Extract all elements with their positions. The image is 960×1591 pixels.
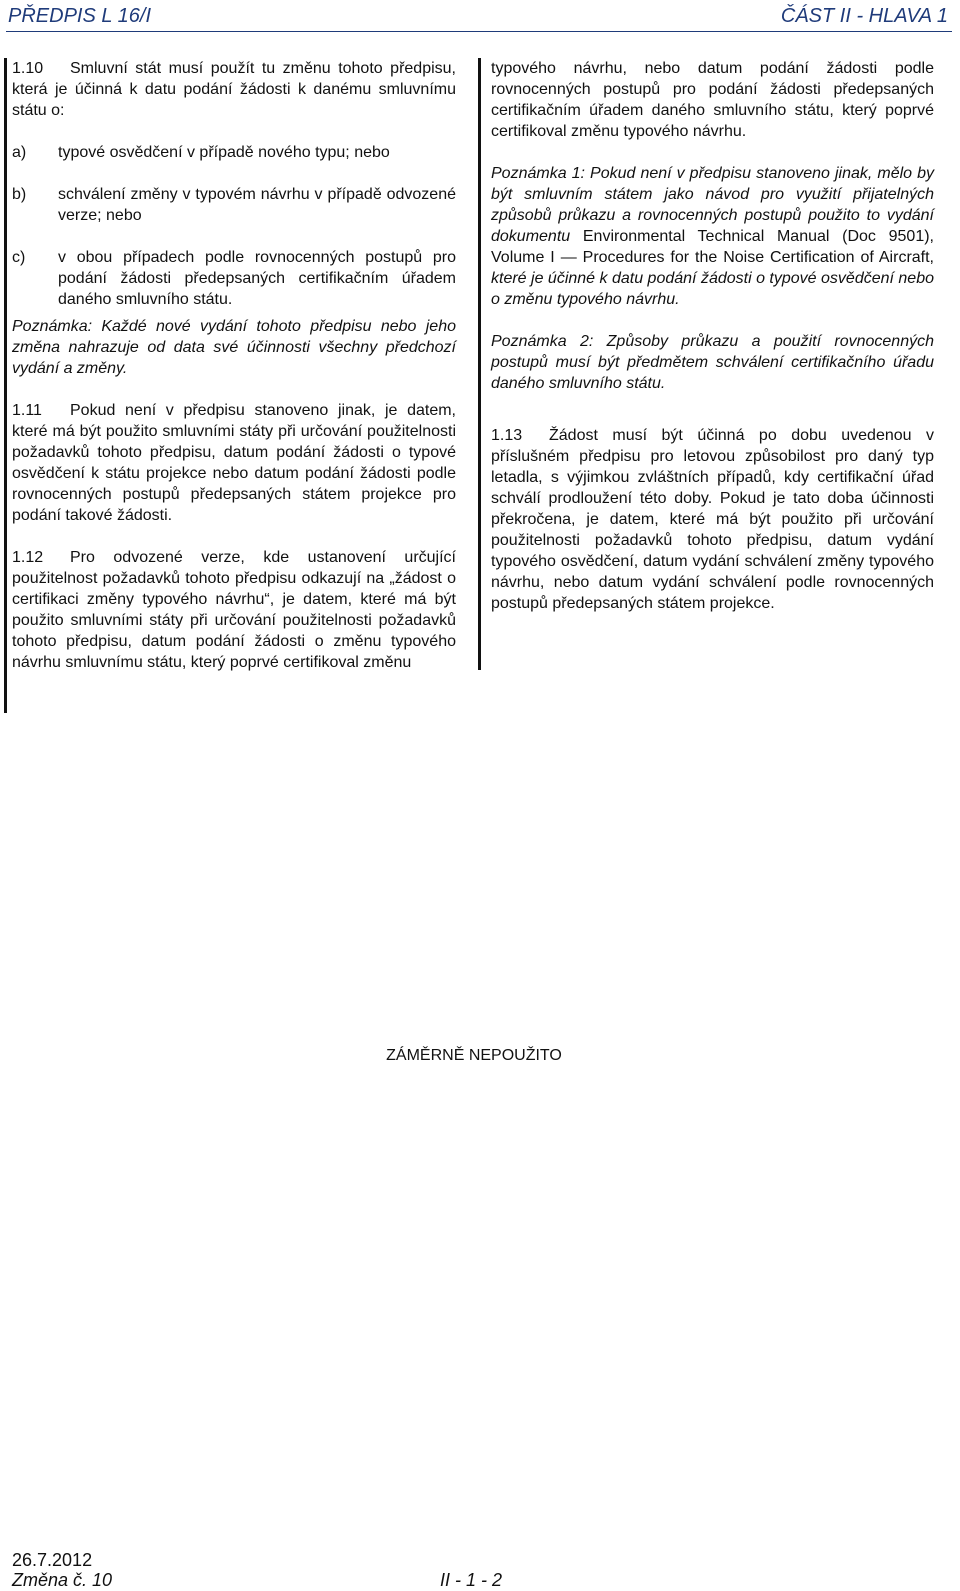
list-item-c [12, 247, 456, 310]
paragraph-1-12 [12, 547, 456, 673]
list-item-b [12, 184, 456, 226]
paragraph-number: 1.13 [491, 427, 523, 444]
change-bar-left [4, 58, 7, 713]
change-bar-right [478, 58, 481, 670]
paragraph-1-10 [12, 58, 456, 121]
paragraph-number: 1.11 [12, 402, 42, 419]
right-column [491, 58, 934, 614]
paragraph-1-13 [491, 425, 934, 614]
list-item-text: typové osvědčení v případě nového typu; nebo [58, 144, 390, 161]
paragraph-1-11 [12, 400, 456, 526]
paragraph-text: Smluvní stát musí použít tu změnu tohoto předpisu, která je účinná k datu podání žádosti k danému smluvnímu státu o: [12, 60, 456, 119]
note-1 [491, 163, 934, 310]
paragraph-text: Pro odvozené verze, kde ustanovení určující použitelnost požadavků tohoto předpisu odkazují na „žádost o certifikaci změny typového návrhu“, je datem, které má být použito smluvními státy při určování použitelnosti požadavků tohoto předpisu, datum podání žádosti o změnu typového návrhu smluvnímu státu, který poprvé certifikoval změnu [12, 549, 456, 671]
paragraph-1-12-continued: typového návrhu, nebo datum podání žádosti podle rovnocenných postupů pro podání žádosti předepsaných certifikačním úřadem daného smluvního státu, který poprvé certifikoval změnu typového návrhu. [491, 60, 934, 140]
footer-page-number: II - 1 - 2 [440, 1570, 503, 1590]
note-2: Poznámka 2: Způsoby průkazu a použití rovnocenných postupů musí být předmětem schválení certifikačního úřadu daného smluvního státu. [491, 333, 934, 392]
paragraph-number: 1.12 [12, 549, 44, 566]
header-title-right: ČÁST II - HLAVA 1 [780, 5, 948, 27]
list-item-label: b) [12, 186, 27, 203]
list-item-a [12, 142, 456, 163]
paragraph-text: Pokud není v předpisu stanoveno jinak, je datem, které má být použito smluvními státy při určování použitelnosti požadavků tohoto předpisu, datum podání žádosti o typové osvědčení k státu projekce nebo datum podání žádosti podle rovnocenných postupů předepsaných státem projekce pro podání takové žádosti. [12, 402, 456, 524]
header-divider [6, 31, 952, 32]
list-item-label: a) [12, 144, 27, 161]
intentionally-blank-notice: ZÁMĚRNĚ NEPOUŽITO [386, 1047, 562, 1064]
list-item-text: v obou případech podle rovnocenných postupů pro podání žádosti předepsaných certifikačním úřadem daného smluvního státu. [58, 249, 456, 308]
list-item-label: c) [12, 249, 26, 266]
footer-date: 26.7.2012 [12, 1550, 93, 1570]
note-1-text-end: které je účinné k datu podání žádosti o typové osvědčení nebo o změnu typového návrhu. [491, 270, 934, 308]
note-1-document-title: Environmental Technical Manual (Doc 9501), Volume I — Procedures for the Noise Certification of Aircraft, [491, 228, 934, 266]
header-title-left: PŘEDPIS L 16/I [8, 5, 152, 27]
list-item-text: schválení změny v typovém návrhu v případě odvozené verze; nebo [58, 186, 456, 224]
paragraph-text: Žádost musí být účinná po dobu uvedenou v příslušném předpisu pro letovou způsobilost pro daný typ letadla, s výjimkou zvláštních případů, kdy certifikační úřad schválí prodloužení této doby. Pokud je tato doba účinnosti překročena, je datem, které má být použito při určování použitelnosti požadavků tohoto předpisu, datum vydání typového osvědčení, datum vydání schválení změny typového návrhu, nebo datum vydání schválení podle rovnocenných postupů předepsaných státem projekce. [491, 427, 934, 612]
footer-change-number: Změna č. 10 [12, 1570, 113, 1590]
note-paragraph: Poznámka: Každé nové vydání tohoto předpisu nebo jeho změna nahrazuje od data své účinnosti všechny předchozí vydání a změny. [12, 318, 456, 377]
left-column [12, 58, 456, 673]
note-1-text: Poznámka 1: Pokud není v předpisu stanoveno jinak, mělo by být smluvním státem jako návod pro využití přijatelných způsobů průkazu a rovnocenných postupů použito to vydání dokumentu [491, 165, 934, 245]
paragraph-number: 1.10 [12, 60, 44, 77]
